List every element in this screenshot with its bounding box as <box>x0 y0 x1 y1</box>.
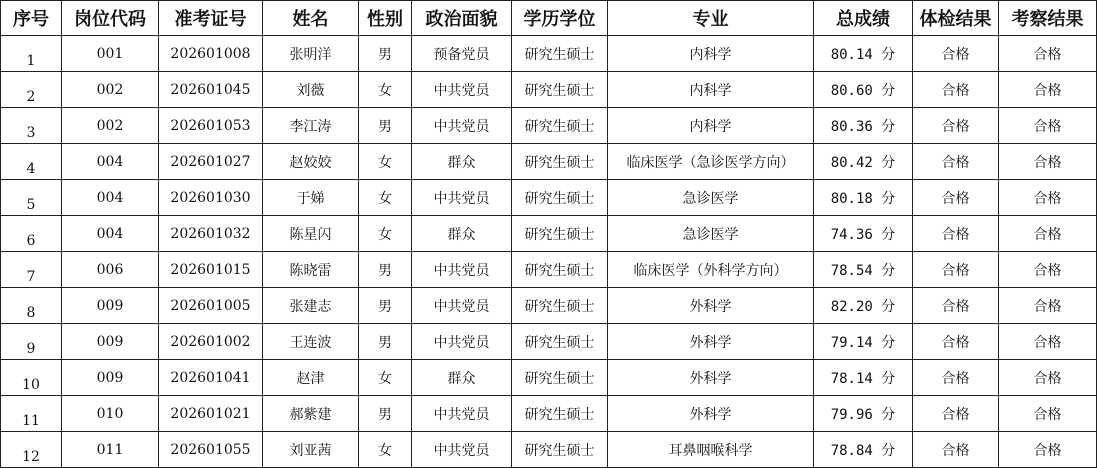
table-body <box>1 36 1097 468</box>
cell-seq: 4 <box>1 144 62 180</box>
cell-gender: 男 <box>359 288 412 324</box>
table-row <box>1 432 1097 468</box>
cell-major: 急诊医学 <box>608 180 814 216</box>
cell-major: 耳鼻咽喉科学 <box>608 432 814 468</box>
cell-major: 临床医学（急诊医学方向） <box>608 144 814 180</box>
cell-political-status: 中共党员 <box>412 288 512 324</box>
cell-education: 研究生硕士 <box>512 252 608 288</box>
table-row <box>1 360 1097 396</box>
cell-name: 刘薇 <box>263 72 359 108</box>
cell-gender: 男 <box>359 396 412 432</box>
cell-major: 急诊医学 <box>608 216 814 252</box>
cell-total-score: 80.14 分 <box>814 36 913 72</box>
cell-name: 张明洋 <box>263 36 359 72</box>
cell-education: 研究生硕士 <box>512 36 608 72</box>
cell-medical-result: 合格 <box>913 396 999 432</box>
cell-position-code: 009 <box>62 360 159 396</box>
cell-inspection-result: 合格 <box>999 324 1097 360</box>
header-medical-result: 体检结果 <box>913 1 999 36</box>
header-seq: 序号 <box>1 1 62 36</box>
cell-gender: 女 <box>359 360 412 396</box>
cell-exam-number: 202601030 <box>159 180 263 216</box>
cell-seq: 11 <box>1 396 62 432</box>
cell-name: 赵津 <box>263 360 359 396</box>
cell-medical-result: 合格 <box>913 360 999 396</box>
cell-position-code: 002 <box>62 72 159 108</box>
cell-gender: 男 <box>359 252 412 288</box>
cell-seq: 8 <box>1 288 62 324</box>
cell-position-code: 009 <box>62 288 159 324</box>
cell-exam-number: 202601053 <box>159 108 263 144</box>
cell-political-status: 群众 <box>412 144 512 180</box>
cell-gender: 女 <box>359 432 412 468</box>
cell-inspection-result: 合格 <box>999 396 1097 432</box>
cell-medical-result: 合格 <box>913 72 999 108</box>
table-row <box>1 108 1097 144</box>
cell-medical-result: 合格 <box>913 432 999 468</box>
cell-total-score: 74.36 分 <box>814 216 913 252</box>
cell-inspection-result: 合格 <box>999 288 1097 324</box>
cell-exam-number: 202601021 <box>159 396 263 432</box>
cell-position-code: 001 <box>62 36 159 72</box>
header-major: 专业 <box>608 1 814 36</box>
cell-political-status: 中共党员 <box>412 108 512 144</box>
cell-education: 研究生硕士 <box>512 360 608 396</box>
cell-name: 刘亚茜 <box>263 432 359 468</box>
cell-education: 研究生硕士 <box>512 432 608 468</box>
cell-inspection-result: 合格 <box>999 252 1097 288</box>
cell-position-code: 009 <box>62 324 159 360</box>
cell-medical-result: 合格 <box>913 108 999 144</box>
cell-major: 外科学 <box>608 396 814 432</box>
cell-exam-number: 202601032 <box>159 216 263 252</box>
cell-total-score: 78.14 分 <box>814 360 913 396</box>
cell-gender: 男 <box>359 108 412 144</box>
cell-political-status: 中共党员 <box>412 180 512 216</box>
cell-exam-number: 202601002 <box>159 324 263 360</box>
cell-name: 陈星闪 <box>263 216 359 252</box>
cell-total-score: 79.96 分 <box>814 396 913 432</box>
cell-gender: 男 <box>359 324 412 360</box>
cell-total-score: 80.42 分 <box>814 144 913 180</box>
cell-seq: 10 <box>1 360 62 396</box>
cell-medical-result: 合格 <box>913 324 999 360</box>
header-row <box>1 1 1097 36</box>
cell-total-score: 79.14 分 <box>814 324 913 360</box>
header-gender: 性别 <box>359 1 412 36</box>
header-name: 姓名 <box>263 1 359 36</box>
cell-seq: 1 <box>1 36 62 72</box>
cell-education: 研究生硕士 <box>512 216 608 252</box>
cell-major: 内科学 <box>608 36 814 72</box>
header-position-code: 岗位代码 <box>62 1 159 36</box>
table-row <box>1 36 1097 72</box>
cell-total-score: 78.54 分 <box>814 252 913 288</box>
cell-name: 李江涛 <box>263 108 359 144</box>
cell-medical-result: 合格 <box>913 180 999 216</box>
cell-inspection-result: 合格 <box>999 108 1097 144</box>
table-row <box>1 396 1097 432</box>
cell-seq: 2 <box>1 72 62 108</box>
cell-seq: 3 <box>1 108 62 144</box>
cell-medical-result: 合格 <box>913 144 999 180</box>
table-row <box>1 216 1097 252</box>
header-inspection-result: 考察结果 <box>999 1 1097 36</box>
cell-exam-number: 202601005 <box>159 288 263 324</box>
cell-inspection-result: 合格 <box>999 180 1097 216</box>
cell-name: 赵姣姣 <box>263 144 359 180</box>
cell-political-status: 中共党员 <box>412 72 512 108</box>
cell-political-status: 中共党员 <box>412 324 512 360</box>
cell-name: 王连波 <box>263 324 359 360</box>
cell-total-score: 78.84 分 <box>814 432 913 468</box>
cell-seq: 7 <box>1 252 62 288</box>
cell-exam-number: 202601015 <box>159 252 263 288</box>
cell-political-status: 群众 <box>412 216 512 252</box>
table-row <box>1 180 1097 216</box>
cell-seq: 6 <box>1 216 62 252</box>
cell-medical-result: 合格 <box>913 216 999 252</box>
cell-medical-result: 合格 <box>913 288 999 324</box>
cell-gender: 男 <box>359 36 412 72</box>
cell-political-status: 中共党员 <box>412 432 512 468</box>
header-total-score: 总成绩 <box>814 1 913 36</box>
table-row <box>1 252 1097 288</box>
table-row <box>1 144 1097 180</box>
cell-position-code: 002 <box>62 108 159 144</box>
cell-gender: 女 <box>359 144 412 180</box>
cell-major: 外科学 <box>608 324 814 360</box>
cell-inspection-result: 合格 <box>999 432 1097 468</box>
cell-major: 外科学 <box>608 360 814 396</box>
table-row <box>1 324 1097 360</box>
cell-political-status: 预备党员 <box>412 36 512 72</box>
cell-position-code: 004 <box>62 180 159 216</box>
cell-position-code: 010 <box>62 396 159 432</box>
table-header <box>1 1 1097 36</box>
header-education: 学历学位 <box>512 1 608 36</box>
cell-name: 陈晓雷 <box>263 252 359 288</box>
cell-education: 研究生硕士 <box>512 108 608 144</box>
cell-gender: 女 <box>359 72 412 108</box>
cell-inspection-result: 合格 <box>999 360 1097 396</box>
cell-major: 内科学 <box>608 72 814 108</box>
cell-medical-result: 合格 <box>913 36 999 72</box>
cell-inspection-result: 合格 <box>999 216 1097 252</box>
cell-name: 张建志 <box>263 288 359 324</box>
cell-exam-number: 202601027 <box>159 144 263 180</box>
cell-major: 临床医学（外科学方向） <box>608 252 814 288</box>
cell-position-code: 006 <box>62 252 159 288</box>
cell-total-score: 80.36 分 <box>814 108 913 144</box>
cell-education: 研究生硕士 <box>512 180 608 216</box>
cell-exam-number: 202601041 <box>159 360 263 396</box>
cell-name: 郝紫建 <box>263 396 359 432</box>
cell-total-score: 80.18 分 <box>814 180 913 216</box>
cell-exam-number: 202601055 <box>159 432 263 468</box>
cell-education: 研究生硕士 <box>512 396 608 432</box>
cell-position-code: 004 <box>62 216 159 252</box>
cell-seq: 5 <box>1 180 62 216</box>
cell-education: 研究生硕士 <box>512 72 608 108</box>
cell-name: 于娣 <box>263 180 359 216</box>
cell-political-status: 中共党员 <box>412 396 512 432</box>
cell-major: 外科学 <box>608 288 814 324</box>
cell-education: 研究生硕士 <box>512 144 608 180</box>
cell-exam-number: 202601045 <box>159 72 263 108</box>
table-row <box>1 288 1097 324</box>
header-exam-number: 准考证号 <box>159 1 263 36</box>
cell-total-score: 82.20 分 <box>814 288 913 324</box>
cell-inspection-result: 合格 <box>999 36 1097 72</box>
cell-medical-result: 合格 <box>913 252 999 288</box>
cell-inspection-result: 合格 <box>999 144 1097 180</box>
cell-gender: 女 <box>359 216 412 252</box>
cell-gender: 女 <box>359 180 412 216</box>
cell-major: 内科学 <box>608 108 814 144</box>
cell-education: 研究生硕士 <box>512 288 608 324</box>
cell-education: 研究生硕士 <box>512 324 608 360</box>
cell-position-code: 011 <box>62 432 159 468</box>
cell-inspection-result: 合格 <box>999 72 1097 108</box>
header-political-status: 政治面貌 <box>412 1 512 36</box>
cell-exam-number: 202601008 <box>159 36 263 72</box>
cell-political-status: 群众 <box>412 360 512 396</box>
cell-political-status: 中共党员 <box>412 252 512 288</box>
cell-seq: 9 <box>1 324 62 360</box>
cell-seq: 12 <box>1 432 62 468</box>
table-row <box>1 72 1097 108</box>
cell-position-code: 004 <box>62 144 159 180</box>
cell-total-score: 80.60 分 <box>814 72 913 108</box>
